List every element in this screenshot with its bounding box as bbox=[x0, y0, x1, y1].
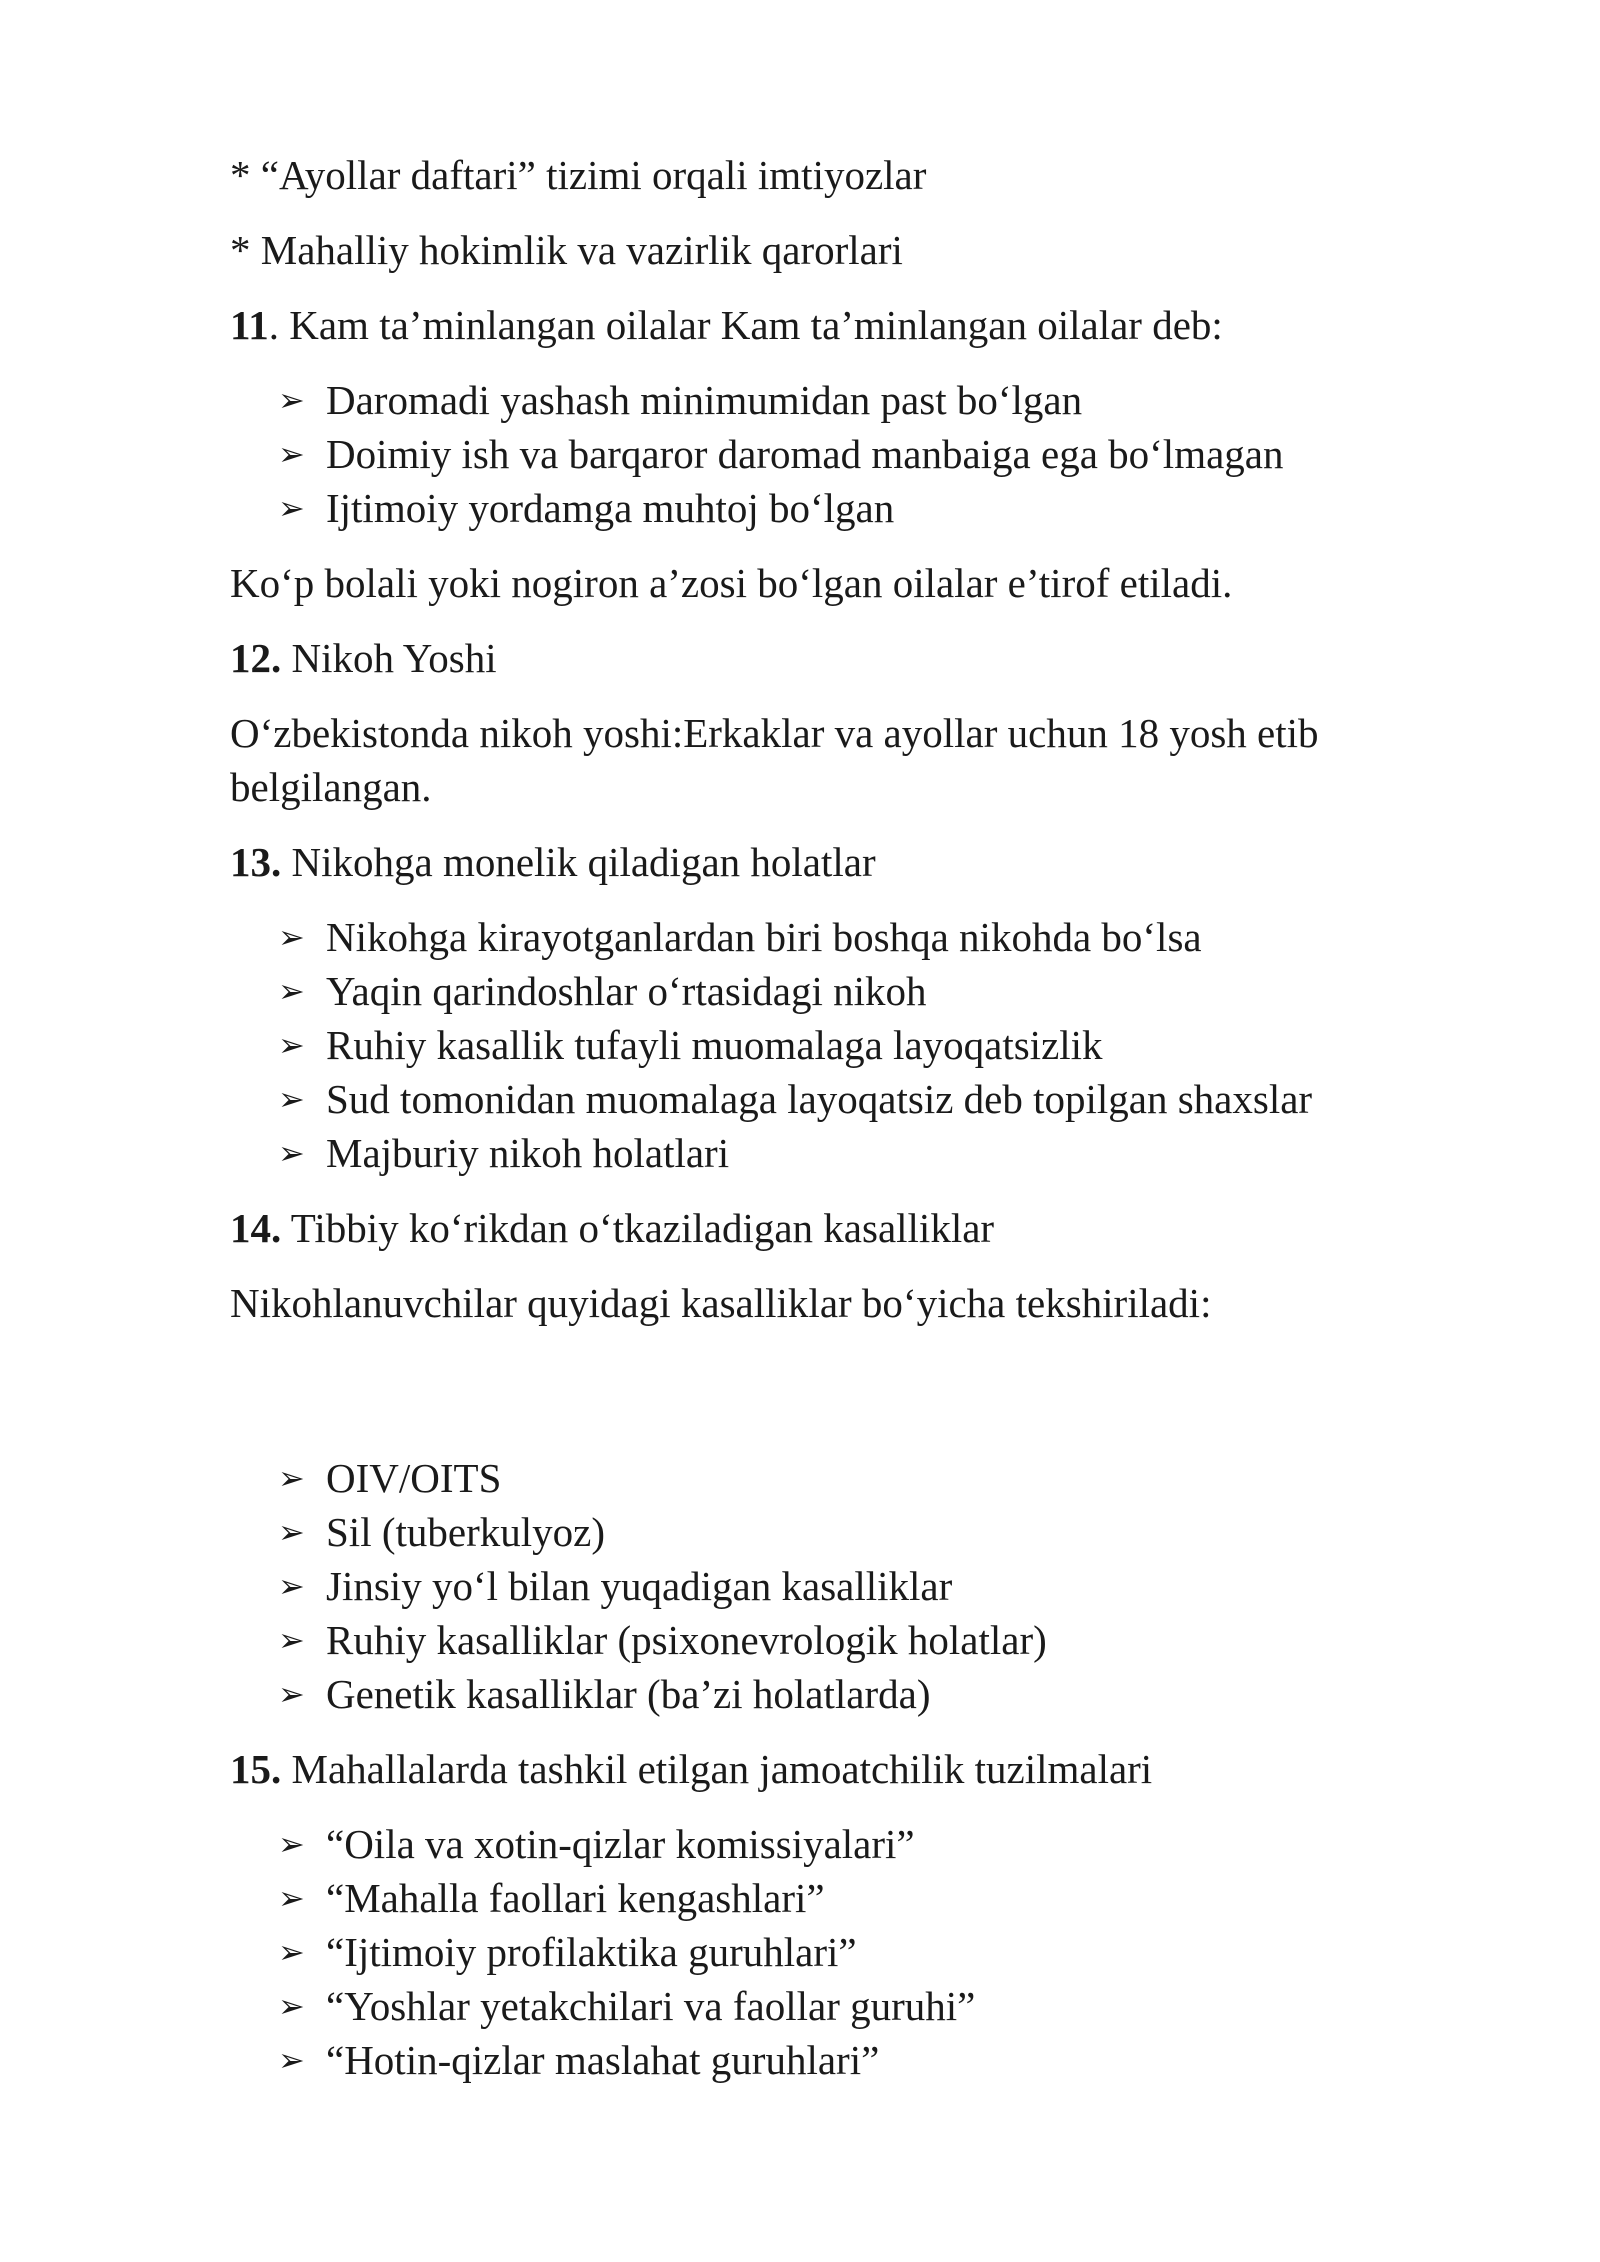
list-item-text: “Oila va xotin-qizlar komissiyalari” bbox=[326, 1821, 915, 1867]
section-number: 14. bbox=[230, 1205, 282, 1251]
section-14-heading bbox=[230, 1201, 1410, 1255]
arrow-bullet-icon: ➢ bbox=[278, 1134, 305, 1172]
arrow-bullet-icon: ➢ bbox=[278, 1879, 305, 1917]
list-item bbox=[278, 1559, 1410, 1613]
section-title: . Kam ta’minlangan oilalar Kam ta’minlangan oilalar deb: bbox=[268, 302, 1223, 348]
section-number: 12. bbox=[230, 635, 282, 681]
arrow-bullet-icon: ➢ bbox=[278, 1459, 305, 1497]
list-item-text: Ruhiy kasalliklar (psixonevrologik holatlar) bbox=[326, 1617, 1047, 1663]
arrow-bullet-icon: ➢ bbox=[278, 2041, 305, 2079]
list-item bbox=[278, 1925, 1410, 1979]
list-item-text: Yaqin qarindoshlar o‘rtasidagi nikoh bbox=[326, 968, 927, 1014]
list-item bbox=[278, 1451, 1410, 1505]
list-item-text: Daromadi yashash minimumidan past bo‘lgan bbox=[326, 377, 1083, 423]
list-item bbox=[278, 481, 1410, 535]
arrow-bullet-icon: ➢ bbox=[278, 1825, 305, 1863]
list-item bbox=[278, 964, 1410, 1018]
section-title: Tibbiy ko‘rikdan o‘tkaziladigan kasalliklar bbox=[281, 1205, 995, 1251]
list-item-text: Jinsiy yo‘l bilan yuqadigan kasalliklar bbox=[326, 1563, 953, 1609]
list-item bbox=[278, 910, 1410, 964]
section-12-heading bbox=[230, 631, 1410, 685]
list-item bbox=[278, 1018, 1410, 1072]
section-number: 15. bbox=[230, 1746, 282, 1792]
list-item-text: “Yoshlar yetakchilari va faollar guruhi” bbox=[326, 1983, 976, 2029]
list-item bbox=[278, 1979, 1410, 2033]
intro-line-mahalliy-hokimlik: * Mahalliy hokimlik va vazirlik qarorlari bbox=[230, 227, 903, 273]
list-item-text: Sud tomonidan muomalaga layoqatsiz deb topilgan shaxslar bbox=[326, 1076, 1313, 1122]
list-item-text: “Ijtimoiy profilaktika guruhlari” bbox=[326, 1929, 857, 1975]
list-item bbox=[278, 373, 1410, 427]
blank-spacer bbox=[230, 1351, 1410, 1451]
list-item-text: Nikohga kirayotganlardan biri boshqa nikohda bo‘lsa bbox=[326, 914, 1202, 960]
arrow-bullet-icon: ➢ bbox=[278, 1026, 305, 1064]
list-item bbox=[278, 1126, 1410, 1180]
arrow-bullet-icon: ➢ bbox=[278, 1933, 305, 1971]
arrow-bullet-icon: ➢ bbox=[278, 1080, 305, 1118]
arrow-bullet-icon: ➢ bbox=[278, 1987, 305, 2025]
section-13-list bbox=[230, 910, 1410, 1180]
list-item bbox=[278, 1505, 1410, 1559]
list-item-text: “Hotin-qizlar maslahat guruhlari” bbox=[326, 2037, 880, 2083]
list-item-text: Sil (tuberkulyoz) bbox=[326, 1509, 605, 1555]
section-15-heading bbox=[230, 1742, 1410, 1796]
arrow-bullet-icon: ➢ bbox=[278, 381, 305, 419]
list-item bbox=[278, 1871, 1410, 1925]
list-item bbox=[278, 1667, 1410, 1721]
arrow-bullet-icon: ➢ bbox=[278, 1513, 305, 1551]
arrow-bullet-icon: ➢ bbox=[278, 1567, 305, 1605]
section-number: 11 bbox=[230, 302, 269, 348]
list-item bbox=[278, 1817, 1410, 1871]
list-item bbox=[278, 2033, 1410, 2087]
list-item-text: Ruhiy kasallik tufayli muomalaga layoqatsizlik bbox=[326, 1022, 1103, 1068]
arrow-bullet-icon: ➢ bbox=[278, 918, 305, 956]
list-item-text: “Mahalla faollari kengashlari” bbox=[326, 1875, 825, 1921]
intro-line-ayollar-daftari: * “Ayollar daftari” tizimi orqali imtiyozlar bbox=[230, 152, 927, 198]
list-item bbox=[278, 1613, 1410, 1667]
section-11-heading bbox=[230, 298, 1410, 352]
arrow-bullet-icon: ➢ bbox=[278, 1675, 305, 1713]
arrow-bullet-icon: ➢ bbox=[278, 435, 305, 473]
section-title: Mahallalarda tashkil etilgan jamoatchilik tuzilmalari bbox=[281, 1746, 1153, 1792]
section-13-heading bbox=[230, 835, 1410, 889]
arrow-bullet-icon: ➢ bbox=[278, 972, 305, 1010]
list-item-text: Ijtimoiy yordamga muhtoj bo‘lgan bbox=[326, 485, 895, 531]
list-item-text: Majburiy nikoh holatlari bbox=[326, 1130, 730, 1176]
list-item-text: Genetik kasalliklar (ba’zi holatlarda) bbox=[326, 1671, 931, 1717]
list-item-text: Doimiy ish va barqaror daromad manbaiga ega bo‘lmagan bbox=[326, 431, 1284, 477]
list-item bbox=[278, 1072, 1410, 1126]
section-title: Nikohga monelik qiladigan holatlar bbox=[281, 839, 876, 885]
section-11-list bbox=[230, 373, 1410, 535]
section-title: Nikoh Yoshi bbox=[281, 635, 497, 681]
list-item-text: OIV/OITS bbox=[326, 1455, 502, 1501]
section-11-conclusion: Ko‘p bolali yoki nogiron a’zosi bo‘lgan oilalar e’tirof etiladi. bbox=[230, 560, 1233, 606]
section-15-list bbox=[230, 1817, 1410, 2087]
document-page bbox=[230, 148, 1410, 2108]
arrow-bullet-icon: ➢ bbox=[278, 489, 305, 527]
section-14-list bbox=[230, 1451, 1410, 1721]
list-item bbox=[278, 427, 1410, 481]
section-14-body: Nikohlanuvchilar quyidagi kasalliklar bo‘yicha tekshiriladi: bbox=[230, 1280, 1212, 1326]
section-12-body: O‘zbekistonda nikoh yoshi:Erkaklar va ayollar uchun 18 yosh etib belgilangan. bbox=[230, 710, 1319, 810]
section-number: 13. bbox=[230, 839, 282, 885]
arrow-bullet-icon: ➢ bbox=[278, 1621, 305, 1659]
